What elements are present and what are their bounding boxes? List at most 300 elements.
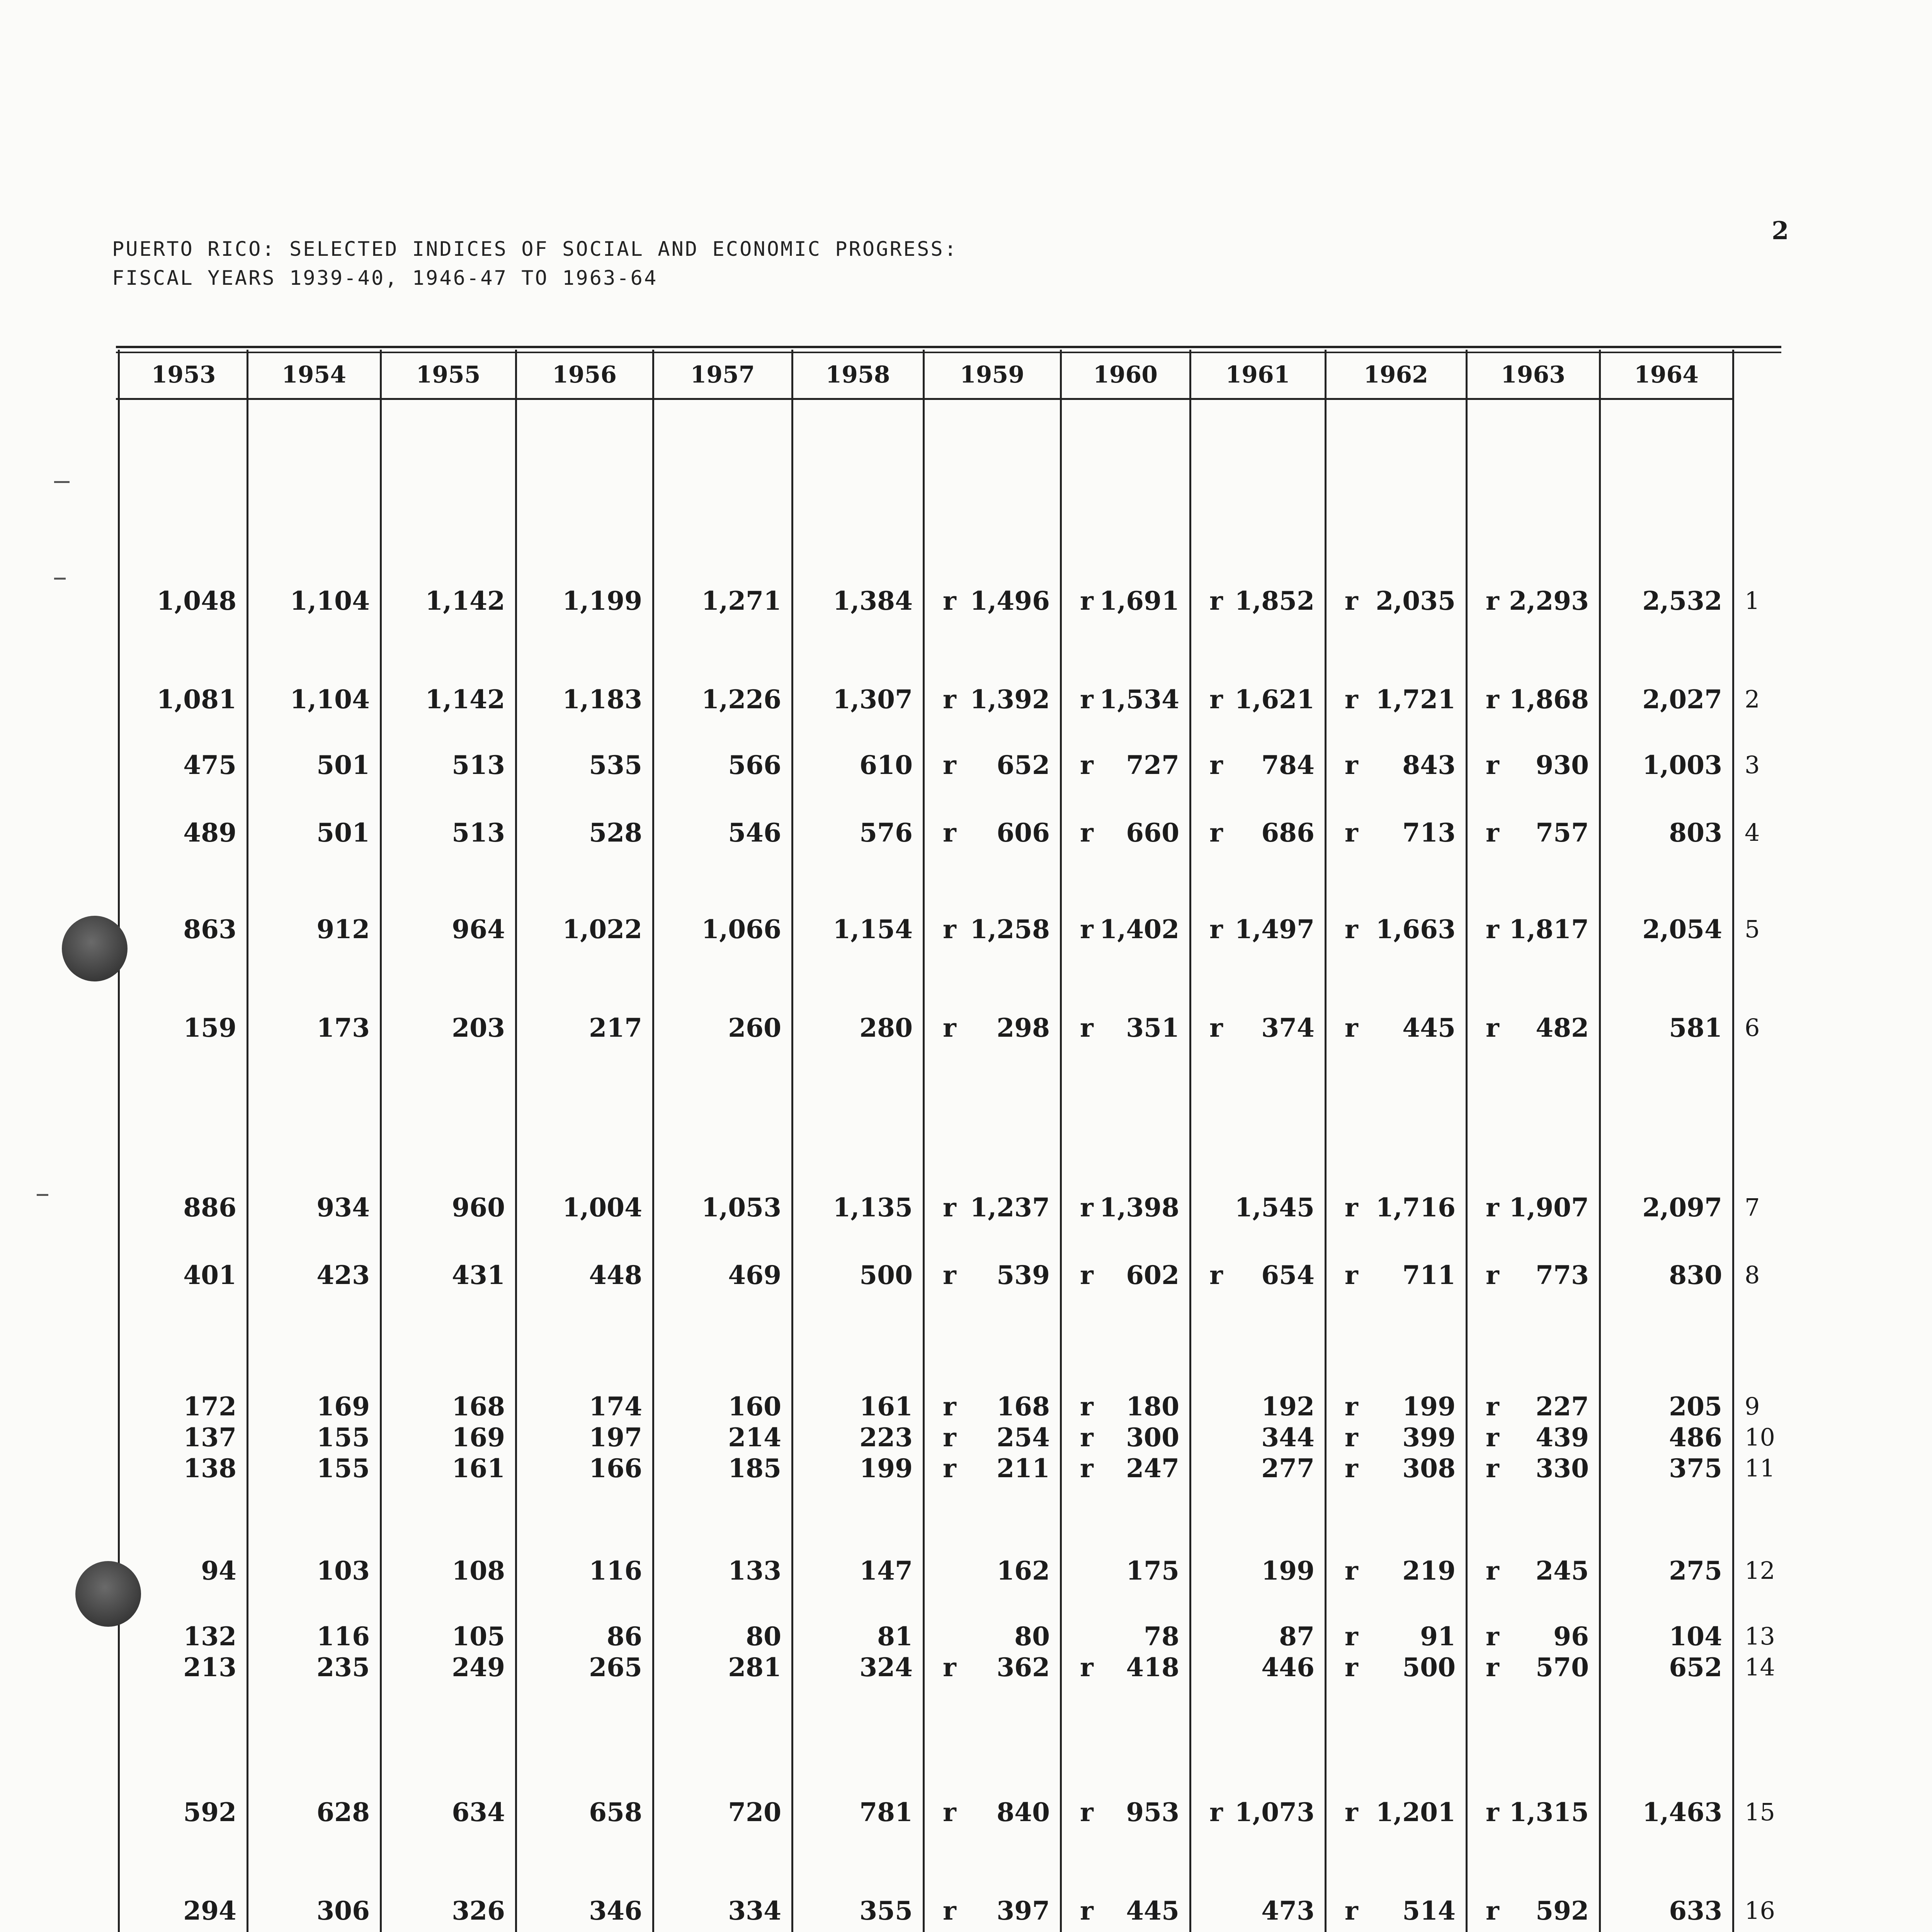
table-cell	[247, 1258, 381, 1293]
year-header: 1964	[1634, 361, 1699, 388]
cell-value: 180	[1126, 1391, 1179, 1422]
cell-value: 2,054	[1642, 914, 1722, 944]
table-cell	[792, 583, 923, 618]
cell-value: 475	[183, 750, 236, 780]
cell-value: 757	[1536, 818, 1589, 848]
cell-value: 489	[183, 818, 236, 848]
row-number: 3	[1745, 751, 1760, 779]
table-cell	[1600, 1258, 1733, 1293]
page-number: 2	[1772, 216, 1789, 245]
cell-value: 78	[1144, 1621, 1179, 1651]
cell-value: 105	[452, 1621, 505, 1651]
cell-value: 351	[1126, 1013, 1179, 1043]
cell-value: 1,463	[1642, 1797, 1722, 1827]
table-cell	[381, 583, 516, 618]
table-cell	[120, 1795, 247, 1830]
cell-value: 1,154	[833, 914, 913, 944]
cell-value: 308	[1402, 1453, 1456, 1483]
table-cell	[381, 1893, 516, 1928]
cell-value: 1,003	[1642, 750, 1722, 780]
table-cell	[653, 815, 792, 850]
cell-value: 1,852	[1235, 586, 1315, 616]
cell-value: 211	[997, 1453, 1050, 1483]
cell-value: 137	[183, 1422, 236, 1452]
margin-mark	[54, 481, 70, 483]
revised-mark: r	[943, 1192, 956, 1223]
cell-value: 2,293	[1509, 586, 1589, 616]
table-cell	[516, 1010, 653, 1045]
cell-value: 1,534	[1099, 684, 1179, 714]
row-number: 13	[1745, 1622, 1775, 1650]
cell-value: 606	[997, 818, 1050, 848]
table-cell	[247, 912, 381, 947]
cell-value: 1,183	[562, 684, 642, 714]
table-cell	[1190, 682, 1325, 717]
table-cell	[120, 1451, 247, 1486]
cell-value: 500	[859, 1260, 913, 1290]
table-cell	[653, 682, 792, 717]
revised-mark: r	[1345, 1556, 1358, 1586]
table-cell	[1190, 1420, 1325, 1455]
table-cell	[1325, 1420, 1466, 1455]
revised-mark: r	[1080, 1260, 1094, 1290]
table-cell	[1466, 1650, 1600, 1685]
table-cell	[653, 1420, 792, 1455]
table-cell	[1600, 1010, 1733, 1045]
table-cell	[1061, 912, 1190, 947]
table-cell	[653, 1795, 792, 1830]
cell-value: 166	[589, 1453, 642, 1483]
revised-mark: r	[1080, 1422, 1094, 1452]
cell-value: 803	[1669, 818, 1722, 848]
cell-value: 2,097	[1642, 1192, 1722, 1223]
row-number: 16	[1745, 1896, 1775, 1925]
revised-mark: r	[943, 1422, 956, 1452]
cell-value: 192	[1261, 1391, 1315, 1422]
table-cell	[247, 815, 381, 850]
table-cell	[516, 912, 653, 947]
table-cell	[792, 815, 923, 850]
cell-value: 155	[316, 1453, 370, 1483]
cell-value: 199	[859, 1453, 913, 1483]
revised-mark: r	[1080, 1391, 1094, 1422]
table-cell	[653, 1619, 792, 1654]
cell-value: 1,237	[970, 1192, 1050, 1223]
cell-value: 912	[316, 914, 370, 944]
revised-mark: r	[1080, 586, 1094, 616]
table-cell	[516, 583, 653, 618]
table-cell	[381, 1795, 516, 1830]
table-cell	[120, 583, 247, 618]
table-cell	[516, 1619, 653, 1654]
table-cell	[792, 912, 923, 947]
cell-value: 934	[316, 1192, 370, 1223]
table-cell	[1325, 1389, 1466, 1424]
cell-value: 720	[728, 1797, 781, 1827]
cell-value: 1,258	[970, 914, 1050, 944]
table-cell	[247, 583, 381, 618]
table-cell	[516, 815, 653, 850]
revised-mark: r	[1080, 684, 1094, 714]
cell-value: 199	[1261, 1556, 1315, 1586]
table-cell	[1466, 1553, 1600, 1588]
table-cell	[1466, 748, 1600, 782]
table-cell	[1190, 583, 1325, 618]
cell-value: 116	[589, 1556, 642, 1586]
cell-value: 96	[1553, 1621, 1589, 1651]
cell-value: 513	[452, 750, 505, 780]
revised-mark: r	[1080, 1652, 1094, 1682]
table-cell	[653, 1010, 792, 1045]
cell-value: 840	[997, 1797, 1050, 1827]
table-cell	[247, 1420, 381, 1455]
table-cell	[1600, 1389, 1733, 1424]
table-cell	[247, 1553, 381, 1588]
table-cell	[653, 912, 792, 947]
cell-value: 592	[183, 1797, 236, 1827]
cell-value: 1,048	[156, 586, 236, 616]
revised-mark: r	[1345, 818, 1358, 848]
cell-value: 960	[452, 1192, 505, 1223]
table-cell	[923, 1650, 1061, 1685]
cell-value: 482	[1536, 1013, 1589, 1043]
cell-value: 160	[728, 1391, 781, 1422]
cell-value: 634	[452, 1797, 505, 1827]
table-cell	[653, 1258, 792, 1293]
cell-value: 334	[728, 1896, 781, 1926]
table-cell	[120, 748, 247, 782]
revised-mark: r	[1080, 750, 1094, 780]
cell-value: 298	[997, 1013, 1050, 1043]
cell-value: 87	[1279, 1621, 1315, 1651]
cell-value: 81	[877, 1621, 913, 1651]
cell-value: 843	[1402, 750, 1456, 780]
year-header: 1953	[151, 361, 216, 388]
cell-value: 132	[183, 1621, 236, 1651]
table-cell	[653, 1650, 792, 1685]
cell-value: 528	[589, 818, 642, 848]
table-cell	[792, 1553, 923, 1588]
cell-value: 213	[183, 1652, 236, 1682]
table-cell	[653, 1190, 792, 1225]
cell-value: 446	[1261, 1652, 1315, 1682]
revised-mark: r	[1209, 914, 1223, 944]
table-cell	[516, 1451, 653, 1486]
table-cell	[653, 1893, 792, 1928]
table-cell	[1325, 912, 1466, 947]
table-cell	[1600, 682, 1733, 717]
table-cell	[1190, 1010, 1325, 1045]
cell-value: 399	[1402, 1422, 1456, 1452]
table-cell	[792, 1258, 923, 1293]
revised-mark: r	[943, 1453, 956, 1483]
table-cell	[247, 682, 381, 717]
row-number: 7	[1745, 1193, 1760, 1221]
table-cell	[1325, 1650, 1466, 1685]
cell-value: 375	[1669, 1453, 1722, 1483]
table-cell	[1600, 912, 1733, 947]
table-cell	[923, 1190, 1061, 1225]
table-cell	[923, 1795, 1061, 1830]
cell-value: 1,307	[833, 684, 913, 714]
table-cell	[1061, 748, 1190, 782]
year-header: 1956	[552, 361, 617, 388]
cell-value: 235	[316, 1652, 370, 1682]
revised-mark: r	[1345, 1797, 1358, 1827]
revised-mark: r	[943, 818, 956, 848]
table-cell	[923, 912, 1061, 947]
table-cell	[1325, 1553, 1466, 1588]
year-header: 1962	[1364, 361, 1428, 388]
cell-value: 108	[452, 1556, 505, 1586]
table-cell	[120, 1420, 247, 1455]
table-cell	[381, 912, 516, 947]
cell-value: 863	[183, 914, 236, 944]
table-cell	[247, 1389, 381, 1424]
table-cell	[1325, 1795, 1466, 1830]
revised-mark: r	[1486, 1422, 1499, 1452]
cell-value: 168	[452, 1391, 505, 1422]
cell-value: 566	[728, 750, 781, 780]
revised-mark: r	[1209, 1013, 1223, 1043]
table-cell	[1466, 1795, 1600, 1830]
table-cell	[247, 1893, 381, 1928]
table-cell	[516, 1553, 653, 1588]
cell-value: 1,691	[1099, 586, 1179, 616]
cell-value: 401	[183, 1260, 236, 1290]
table-cell	[120, 912, 247, 947]
table-cell	[792, 1893, 923, 1928]
cell-value: 781	[859, 1797, 913, 1827]
row-number: 14	[1745, 1653, 1775, 1681]
table-cell	[1466, 583, 1600, 618]
revised-mark: r	[943, 914, 956, 944]
cell-value: 94	[201, 1556, 236, 1586]
row-number: 12	[1745, 1556, 1775, 1585]
cell-value: 592	[1536, 1896, 1589, 1926]
revised-mark: r	[1486, 1556, 1499, 1586]
cell-value: 91	[1420, 1621, 1456, 1651]
cell-value: 397	[997, 1896, 1050, 1926]
table-cell	[653, 1553, 792, 1588]
cell-value: 245	[1536, 1556, 1589, 1586]
cell-value: 227	[1536, 1391, 1589, 1422]
table-cell	[381, 748, 516, 782]
table-cell	[1190, 912, 1325, 947]
table-cell	[1466, 1010, 1600, 1045]
revised-mark: r	[1486, 818, 1499, 848]
table-cell	[120, 1258, 247, 1293]
table-cell	[923, 583, 1061, 618]
punch-hole-lower	[75, 1561, 141, 1627]
table-cell	[1466, 1451, 1600, 1486]
table-cell	[792, 1795, 923, 1830]
margin-mark	[37, 1194, 48, 1196]
table-cell	[923, 1619, 1061, 1654]
table-cell	[1466, 1619, 1600, 1654]
cell-value: 773	[1536, 1260, 1589, 1290]
revised-mark: r	[1486, 914, 1499, 944]
cell-value: 501	[316, 818, 370, 848]
cell-value: 203	[452, 1013, 505, 1043]
revised-mark: r	[1209, 684, 1223, 714]
cell-value: 249	[452, 1652, 505, 1682]
revised-mark: r	[1486, 1453, 1499, 1483]
cell-value: 1,081	[156, 684, 236, 714]
cell-value: 439	[1536, 1422, 1589, 1452]
table-cell	[516, 1795, 653, 1830]
cell-value: 254	[997, 1422, 1050, 1452]
table-cell	[923, 1553, 1061, 1588]
table-cell	[1466, 1893, 1600, 1928]
table-cell	[1190, 1650, 1325, 1685]
table-cell	[653, 748, 792, 782]
cell-value: 1,004	[562, 1192, 642, 1223]
table-cell	[247, 1451, 381, 1486]
cell-value: 159	[183, 1013, 236, 1043]
cell-value: 727	[1126, 750, 1179, 780]
revised-mark: r	[1486, 750, 1499, 780]
table-cell	[120, 1650, 247, 1685]
cell-value: 652	[1669, 1652, 1722, 1682]
table-cell	[1061, 815, 1190, 850]
table-cell	[792, 1389, 923, 1424]
cell-value: 1,384	[833, 586, 913, 616]
table-cell	[1325, 748, 1466, 782]
revised-mark: r	[1345, 1013, 1358, 1043]
table-cell	[1466, 682, 1600, 717]
year-header: 1959	[960, 361, 1024, 388]
cell-value: 500	[1402, 1652, 1456, 1682]
cell-value: 535	[589, 750, 642, 780]
cell-value: 199	[1402, 1391, 1456, 1422]
table-cell	[1325, 1451, 1466, 1486]
cell-value: 185	[728, 1453, 781, 1483]
table-cell	[1325, 1258, 1466, 1293]
cell-value: 162	[997, 1556, 1050, 1586]
revised-mark: r	[1345, 684, 1358, 714]
table-cell	[1325, 1010, 1466, 1045]
table-cell	[516, 1190, 653, 1225]
revised-mark: r	[1345, 1192, 1358, 1223]
table-cell	[381, 682, 516, 717]
cell-value: 1,817	[1509, 914, 1589, 944]
revised-mark: r	[943, 1896, 956, 1926]
cell-value: 214	[728, 1422, 781, 1452]
cell-value: 576	[859, 818, 913, 848]
cell-value: 147	[859, 1556, 913, 1586]
table-cell	[1190, 1389, 1325, 1424]
table-cell	[792, 748, 923, 782]
revised-mark: r	[1345, 750, 1358, 780]
cell-value: 275	[1669, 1556, 1722, 1586]
revised-mark: r	[1486, 1192, 1499, 1223]
table-cell	[923, 1451, 1061, 1486]
cell-value: 169	[452, 1422, 505, 1452]
table-cell	[923, 1389, 1061, 1424]
revised-mark: r	[1345, 1391, 1358, 1422]
cell-value: 1,497	[1235, 914, 1315, 944]
table-cell	[792, 1650, 923, 1685]
revised-mark: r	[1486, 1621, 1499, 1651]
cell-value: 469	[728, 1260, 781, 1290]
cell-value: 174	[589, 1391, 642, 1422]
table-cell	[792, 682, 923, 717]
table-top-rule	[116, 346, 1781, 348]
cell-value: 513	[452, 818, 505, 848]
margin-mark	[54, 578, 66, 580]
table-cell	[120, 1389, 247, 1424]
cell-value: 539	[997, 1260, 1050, 1290]
revised-mark: r	[1345, 1621, 1358, 1651]
table-cell	[247, 1010, 381, 1045]
cell-value: 1,868	[1509, 684, 1589, 714]
cell-value: 86	[607, 1621, 642, 1651]
revised-mark: r	[943, 1013, 956, 1043]
cell-value: 306	[316, 1896, 370, 1926]
revised-mark: r	[1345, 1652, 1358, 1682]
revised-mark: r	[1080, 1797, 1094, 1827]
cell-value: 172	[183, 1391, 236, 1422]
revised-mark: r	[1080, 818, 1094, 848]
cell-value: 1,496	[970, 586, 1050, 616]
table-cell	[1061, 1650, 1190, 1685]
table-cell	[923, 748, 1061, 782]
table-cell	[381, 815, 516, 850]
cell-value: 1,135	[833, 1192, 913, 1223]
cell-value: 652	[997, 750, 1050, 780]
revised-mark: r	[1080, 1896, 1094, 1926]
cell-value: 2,532	[1642, 586, 1722, 616]
table-cell	[381, 1619, 516, 1654]
table-top-rule-inner	[116, 352, 1781, 353]
table-cell	[1061, 1389, 1190, 1424]
cell-value: 501	[316, 750, 370, 780]
cell-value: 658	[589, 1797, 642, 1827]
cell-value: 1,315	[1509, 1797, 1589, 1827]
revised-mark: r	[1080, 1192, 1094, 1223]
cell-value: 1,142	[425, 684, 505, 714]
cell-value: 161	[452, 1453, 505, 1483]
table-cell	[1600, 1795, 1733, 1830]
revised-mark: r	[1345, 1422, 1358, 1452]
table-cell	[381, 1553, 516, 1588]
table-cell	[792, 1190, 923, 1225]
table-cell	[1600, 1650, 1733, 1685]
table-cell	[1600, 815, 1733, 850]
row-number: 11	[1745, 1454, 1775, 1482]
table-cell	[381, 1650, 516, 1685]
cell-value: 1,104	[290, 684, 370, 714]
cell-value: 1,402	[1099, 914, 1179, 944]
year-header: 1960	[1093, 361, 1158, 388]
revised-mark: r	[1486, 1013, 1499, 1043]
cell-value: 1,073	[1235, 1797, 1315, 1827]
row-number: 15	[1745, 1798, 1775, 1826]
table-cell	[1061, 682, 1190, 717]
cell-value: 169	[316, 1391, 370, 1422]
table-cell	[1190, 1190, 1325, 1225]
table-cell	[653, 1451, 792, 1486]
year-header: 1961	[1225, 361, 1290, 388]
table-cell	[1325, 1619, 1466, 1654]
table-cell	[1061, 1451, 1190, 1486]
cell-value: 175	[1126, 1556, 1179, 1586]
cell-value: 1,907	[1509, 1192, 1589, 1223]
table-cell	[381, 1010, 516, 1045]
cell-value: 265	[589, 1652, 642, 1682]
table-cell	[120, 1619, 247, 1654]
